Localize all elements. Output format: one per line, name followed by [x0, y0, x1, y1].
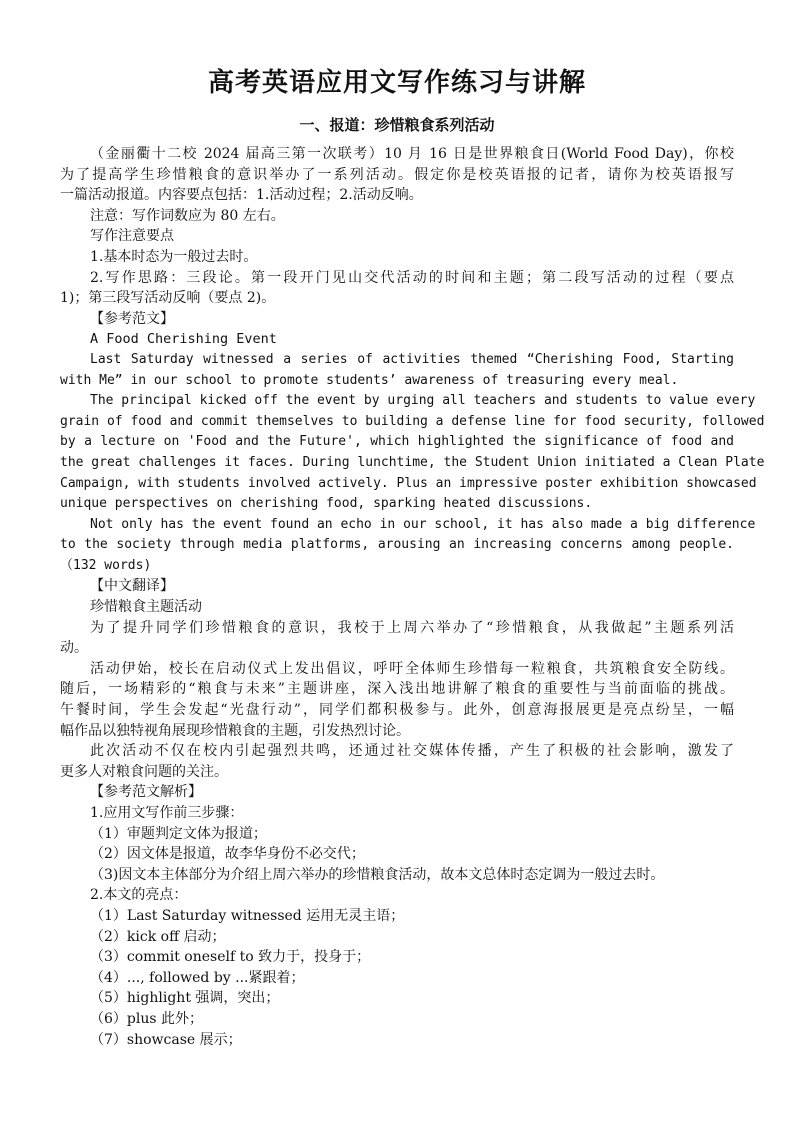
task-line: 为了提高学生珍惜粮食的意识举办了一系列活动。假定你是校英语报的记者，请你为校英语报写: [60, 166, 734, 183]
essay-line: Last Saturday witnessed a series of activities themed “Cherishing Food, Starting: [90, 351, 734, 367]
essay-line: The principal kicked off the event by urging all teachers and students to value every: [90, 393, 756, 409]
translation-title: 珍惜粮食主题活动: [90, 599, 202, 616]
section-title: 一、报道：珍惜粮食系列活动: [299, 116, 495, 134]
task-line: 一篇活动报道。内容要点包括：1.活动过程；2.活动反响。: [60, 187, 423, 204]
highlight-item: （3）commit oneself to 致力于，投身于；: [90, 949, 371, 966]
analysis-line: （3)因文本主体部分为介绍上周六举办的珍惜粮食活动，故本文总体时态定调为一般过去时。: [90, 866, 665, 883]
writing-tips-heading: 写作注意要点: [90, 228, 174, 245]
translation-line: 动。: [60, 640, 88, 657]
highlight-item: （6）plus 此外；: [90, 1010, 203, 1027]
essay-line: Campaign, with students involved actively. Plus an impressive poster exhibition showcased: [60, 475, 757, 491]
translation-line: 更多人对粮食问题的关注。: [60, 763, 228, 780]
translation-line: 此次活动不仅在校内引起强烈共鸣，还通过社交媒体传播，产生了积极的社会影响，激发了: [90, 743, 734, 760]
translation-line: 午餐时间，学生会发起“光盘行动”，同学们都积极参与。此外，创意海报展更是亮点纷呈，一幅: [60, 702, 734, 719]
task-line: （金丽衢十二校 2024 届高三第一次联考）10 月 16 日是世界粮食日(World Food Day)，你校: [90, 146, 734, 162]
essay-line: the great challenges it faces. During lunchtime, the Student Union initiated a Clean Plate: [60, 454, 765, 470]
highlight-item: （5）highlight 强调，突出；: [90, 990, 280, 1007]
translation-line: 随后，一场精彩的“粮食与未来”主题讲座，深入浅出地讲解了粮食的重要性与当前面临的挑战。: [60, 681, 734, 698]
essay-line: Not only has the event found an echo in our school, it has also made a big difference: [90, 516, 756, 532]
highlight-item: （7）showcase 展示；: [90, 1031, 242, 1048]
essay-line: with Me” in our school to promote students’ awareness of treasuring every meal.: [60, 372, 679, 388]
analysis-line: （1）审题判定文体为报道；: [90, 825, 267, 842]
sample-essay-heading: 【参考范文】: [90, 310, 174, 327]
document-title: 高考英语应用文写作练习与讲解: [207, 68, 586, 98]
translation-line: 活动伊始，校长在启动仪式上发出倡议，呼吁全体师生珍惜每一粒粮食，共筑粮食安全防线。: [90, 660, 734, 677]
essay-line: by a lecture on 'Food and the Future', which highlighted the significance of food and: [60, 434, 734, 450]
translation-heading: 【中文翻译】: [90, 578, 174, 595]
highlight-item: （2）kick off 启动；: [90, 928, 226, 945]
document-body: [60, 144, 765, 1050]
highlight-item: （1）Last Saturday witnessed 运用无灵主语；: [90, 907, 405, 924]
analysis-line: 1.应用文写作前三步骤：: [90, 805, 244, 821]
highlight-item: （4）..., followed by ...紧跟着；: [90, 969, 305, 986]
essay-word-count: （132 words): [60, 557, 152, 573]
tip-line: 1)；第三段写活动反响（要点 2)。: [60, 290, 276, 307]
essay-line: unique perspectives on cherishing food, sparking heated discussions.: [60, 496, 593, 512]
essay-title: A Food Cherishing Event: [90, 331, 277, 348]
translation-line: 为了提升同学们珍惜粮食的意识，我校于上周六举办了“珍惜粮食，从我做起”主题系列活: [90, 619, 734, 636]
word-count-note: 注意：写作词数应为 80 左右。: [90, 207, 285, 224]
analysis-line: （2）因文体是报道，故李华身份不必交代；: [90, 846, 365, 863]
translation-line: 幅作品以独特视角展现珍惜粮食的主题，引发热烈讨论。: [60, 722, 410, 739]
analysis-line: 2.本文的亮点：: [90, 887, 188, 904]
tip-line: 2.写作思路：三段论。第一段开门见山交代活动的时间和主题；第二段写活动的过程（要点: [90, 269, 734, 286]
essay-line: grain of food and commit themselves to building a defense line for food security, followed: [60, 413, 765, 429]
tip-line: 1.基本时态为一般过去时。: [90, 248, 258, 265]
analysis-heading: 【参考范文解析】: [90, 784, 202, 801]
essay-line: to the society through media platforms, arousing an increasing concerns among people.: [60, 537, 734, 553]
